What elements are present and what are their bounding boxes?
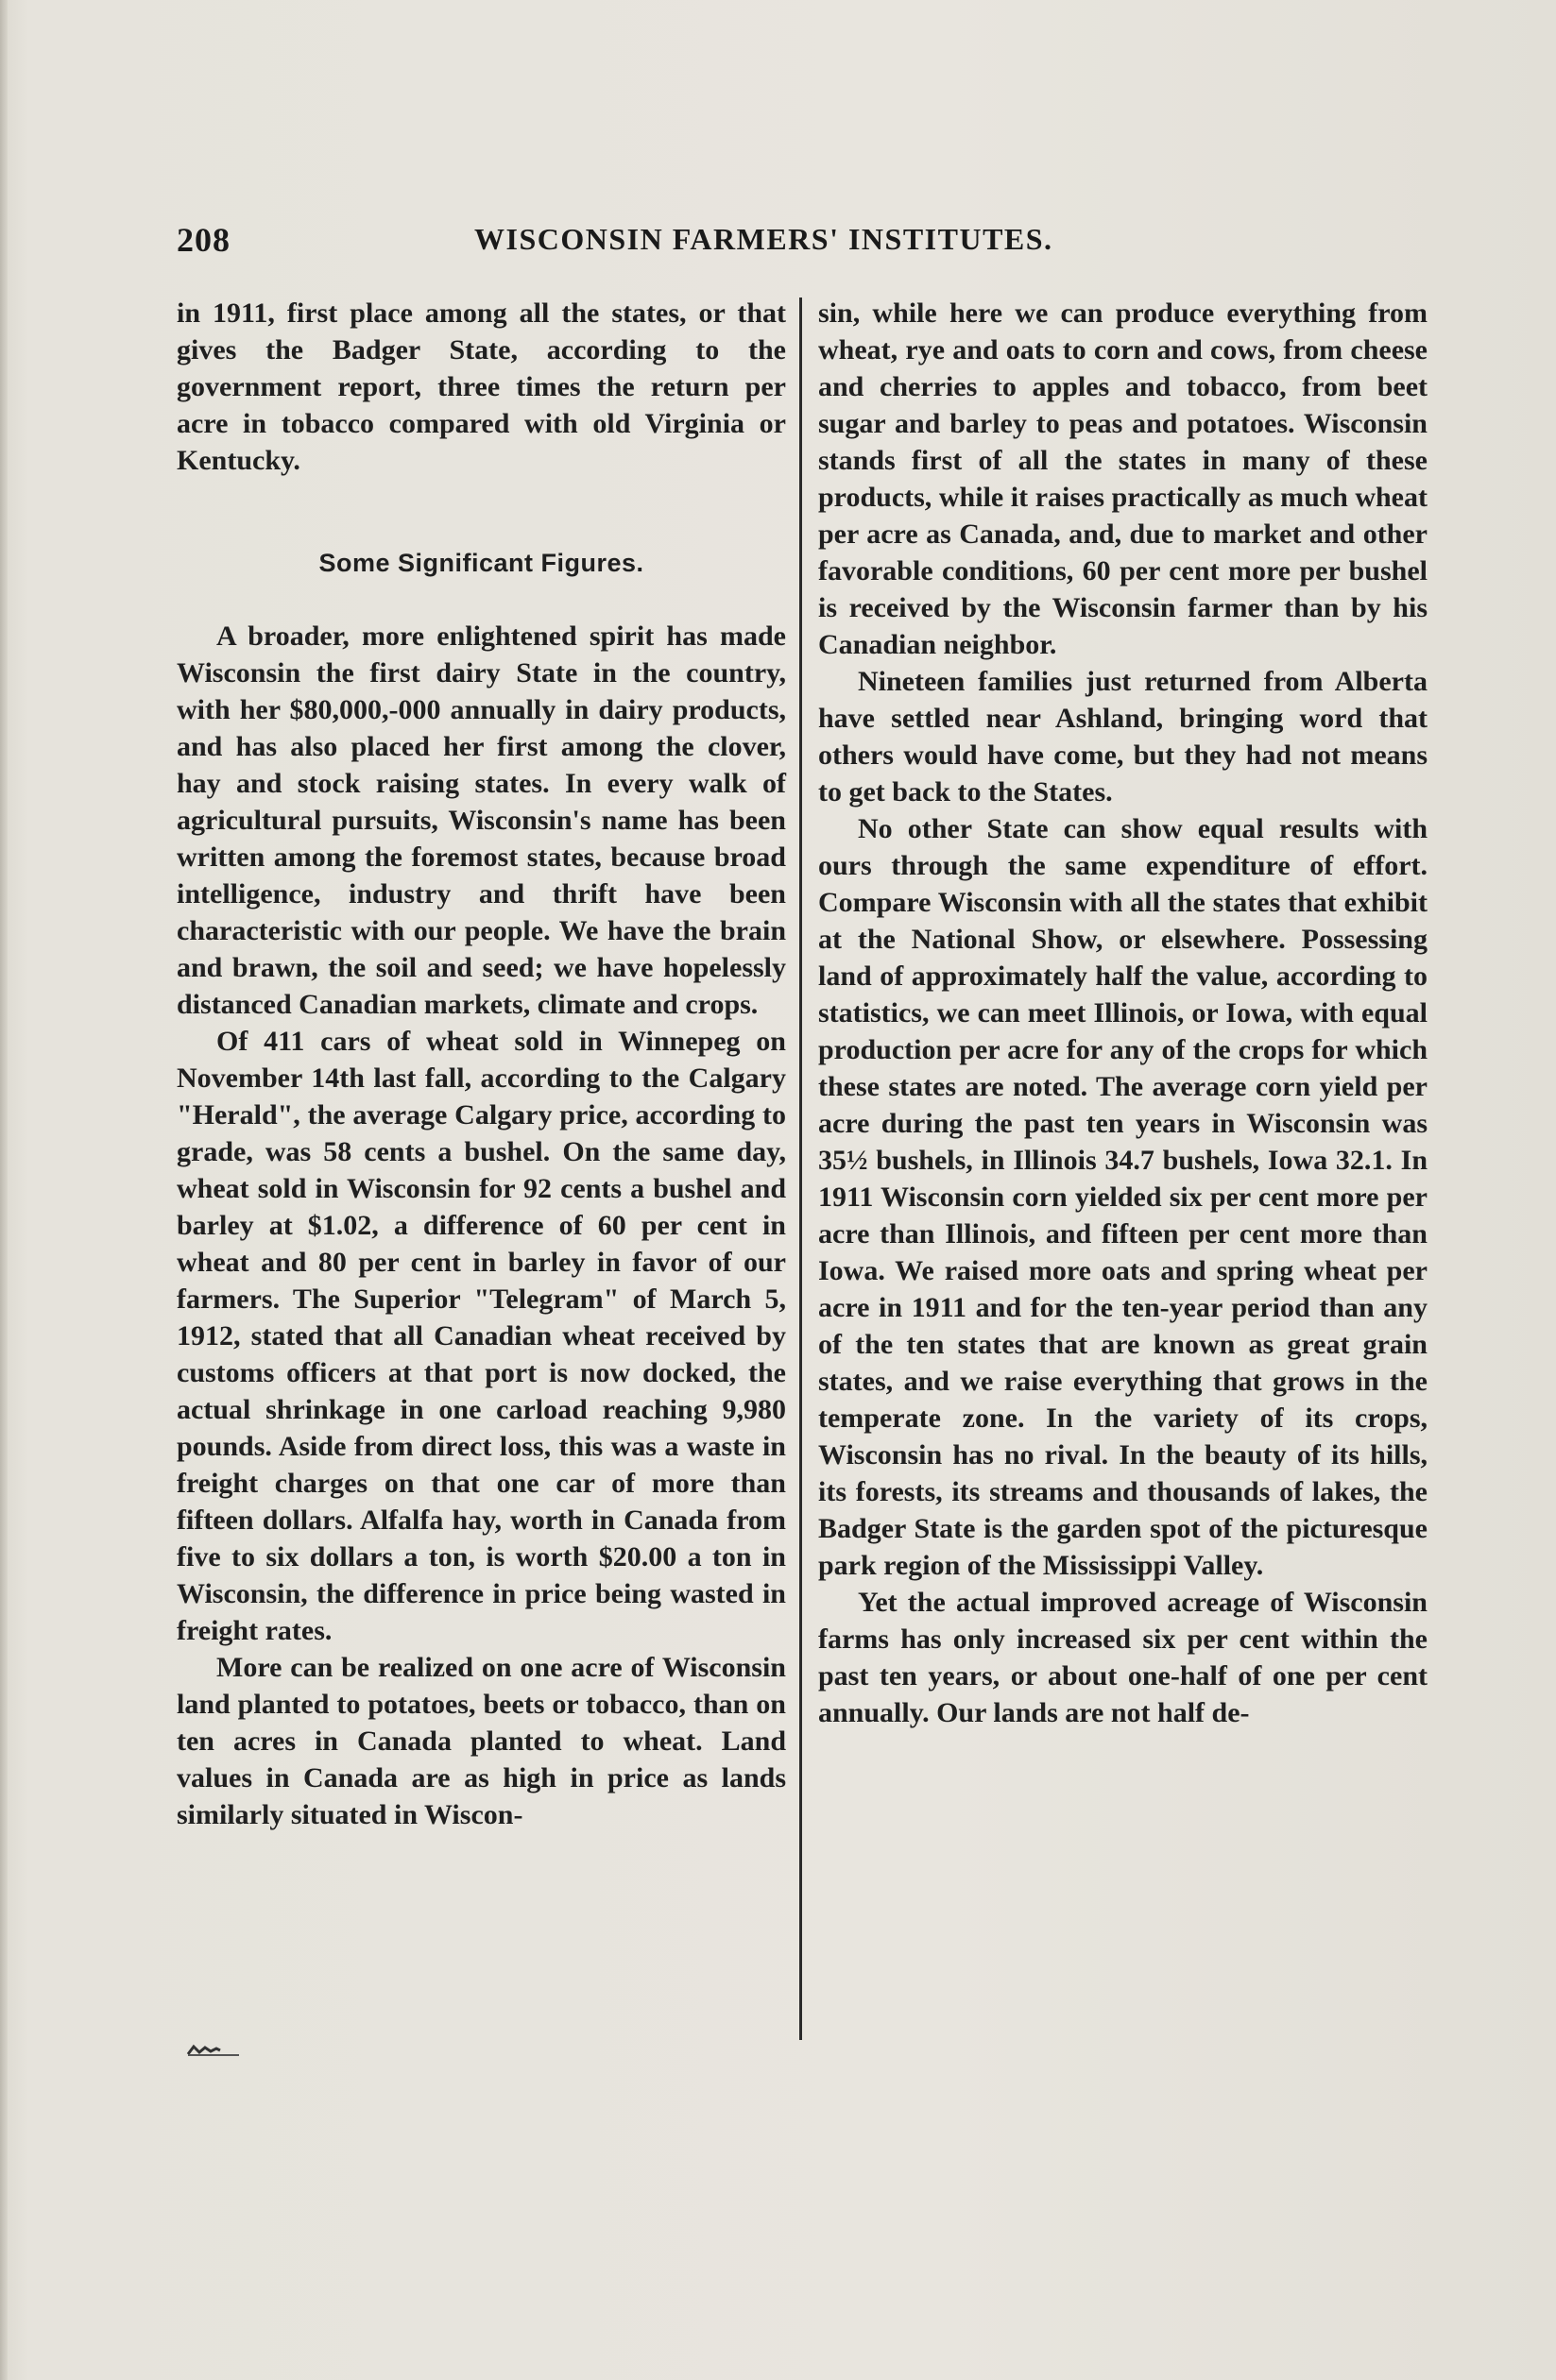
- page-number: 208: [177, 221, 231, 259]
- section-heading: Some Significant Figures.: [318, 549, 644, 577]
- left-intro-paragraph: in 1911, first place among all the states, or that gives the Badger State, according to the government report, three times the return per acre in tobacco compared with old Virginia or Kentucky.: [177, 298, 786, 476]
- running-head: [177, 220, 1424, 277]
- body-paragraph: Nineteen families just returned from Alberta have settled near Ashland, bringing word that others would have come, but they had not means to get back to the States.: [818, 666, 1428, 808]
- section-spacer: [177, 479, 786, 545]
- body-paragraph: No other State can show equal results with ours through the same expenditure of effort. Compare Wisconsin with all the states that exhibit at the National Show, or elsewhere. Possessing land of approximately half the value, according to statistics, we can meet Illinois, or Iowa, with equal production per acre for any of the crops for which these states are noted. The average corn yield per acre during the past ten years in Wisconsin was 35½ bushels, in Illinois 34.7 bushels, Iowa 32.1. In 1911 Wisconsin corn yielded six per cent more per acre than Illinois, and fifteen per cent more than Iowa. We raised more oats and spring wheat per acre in 1911 and for the ten-year period than any of the ten states that are known as great grain states, and we raise everything that grows in the temperate zone. In the variety of its crops, Wisconsin has no rival. In the beauty of its hills, its forests, its streams and thousands of lakes, the Badger State is the garden spot of the picturesque park region of the Mississippi Valley.: [818, 813, 1428, 1581]
- page-edge-shadow: [0, 0, 8, 2380]
- body-paragraph: Yet the actual improved acreage of Wisconsin farms has only increased six per cent within the past ten years, or about one-half of one per cent annually. Our lands are not half de-: [818, 1587, 1428, 1728]
- left-column: [177, 295, 786, 1833]
- body-paragraph: A broader, more enlightened spirit has made Wisconsin the first dairy State in the country, with her $80,000,-000 annually in dairy products, and has also placed her first among the clover, hay and stock raising states. In every walk of agricultural pursuits, Wisconsin's name has been written among the foremost states, because broad intelligence, industry and thrift have been characteristic with our people. We have the brain and brawn, the soil and seed; we have hopelessly distanced Canadian markets, climate and crops.: [177, 620, 786, 1020]
- right-column: [818, 295, 1428, 1731]
- running-title: WISCONSIN FARMERS' INSTITUTES.: [474, 222, 1053, 256]
- body-paragraph: More can be realized on one acre of Wisconsin land planted to potatoes, beets or tobacco, than on ten acres in Canada planted to wheat. Land values in Canada are as high in price as lands similarly situated in Wiscon-: [177, 1652, 786, 1830]
- right-continuation-paragraph: sin, while here we can produce everything from wheat, rye and oats to corn and cows, from cheese and cherries to apples and tobacco, from beet sugar and barley to peas and potatoes. Wisconsin stands first of all the states in many of these products, while it raises practically as much wheat per acre as Canada, and, due to market and other favorable conditions, 60 per cent more per bushel is received by the Wisconsin farmer than by his Canadian neighbor.: [818, 298, 1428, 660]
- ink-smudge-mark: [186, 2043, 243, 2058]
- column-divider: [799, 298, 802, 2040]
- body-paragraph: Of 411 cars of wheat sold in Winnepeg on November 14th last fall, according to the Calgary "Herald", the average Calgary price, according to grade, was 58 cents a bushel. On the same day, wheat sold in Wisconsin for 92 cents a bushel and barley at $1.02, a difference of 60 per cent in wheat and 80 per cent in barley in favor of our farmers. The Superior "Telegram" of March 5, 1912, stated that all Canadian wheat received by customs officers at that port is now docked, the actual shrinkage in one carload reaching 9,980 pounds. Aside from direct loss, this was a waste in freight charges on that one car of more than fifteen dollars. Alfalfa hay, worth in Canada from five to six dollars a ton, is worth $20.00 a ton in Wisconsin, the difference in price being wasted in freight rates.: [177, 1026, 786, 1646]
